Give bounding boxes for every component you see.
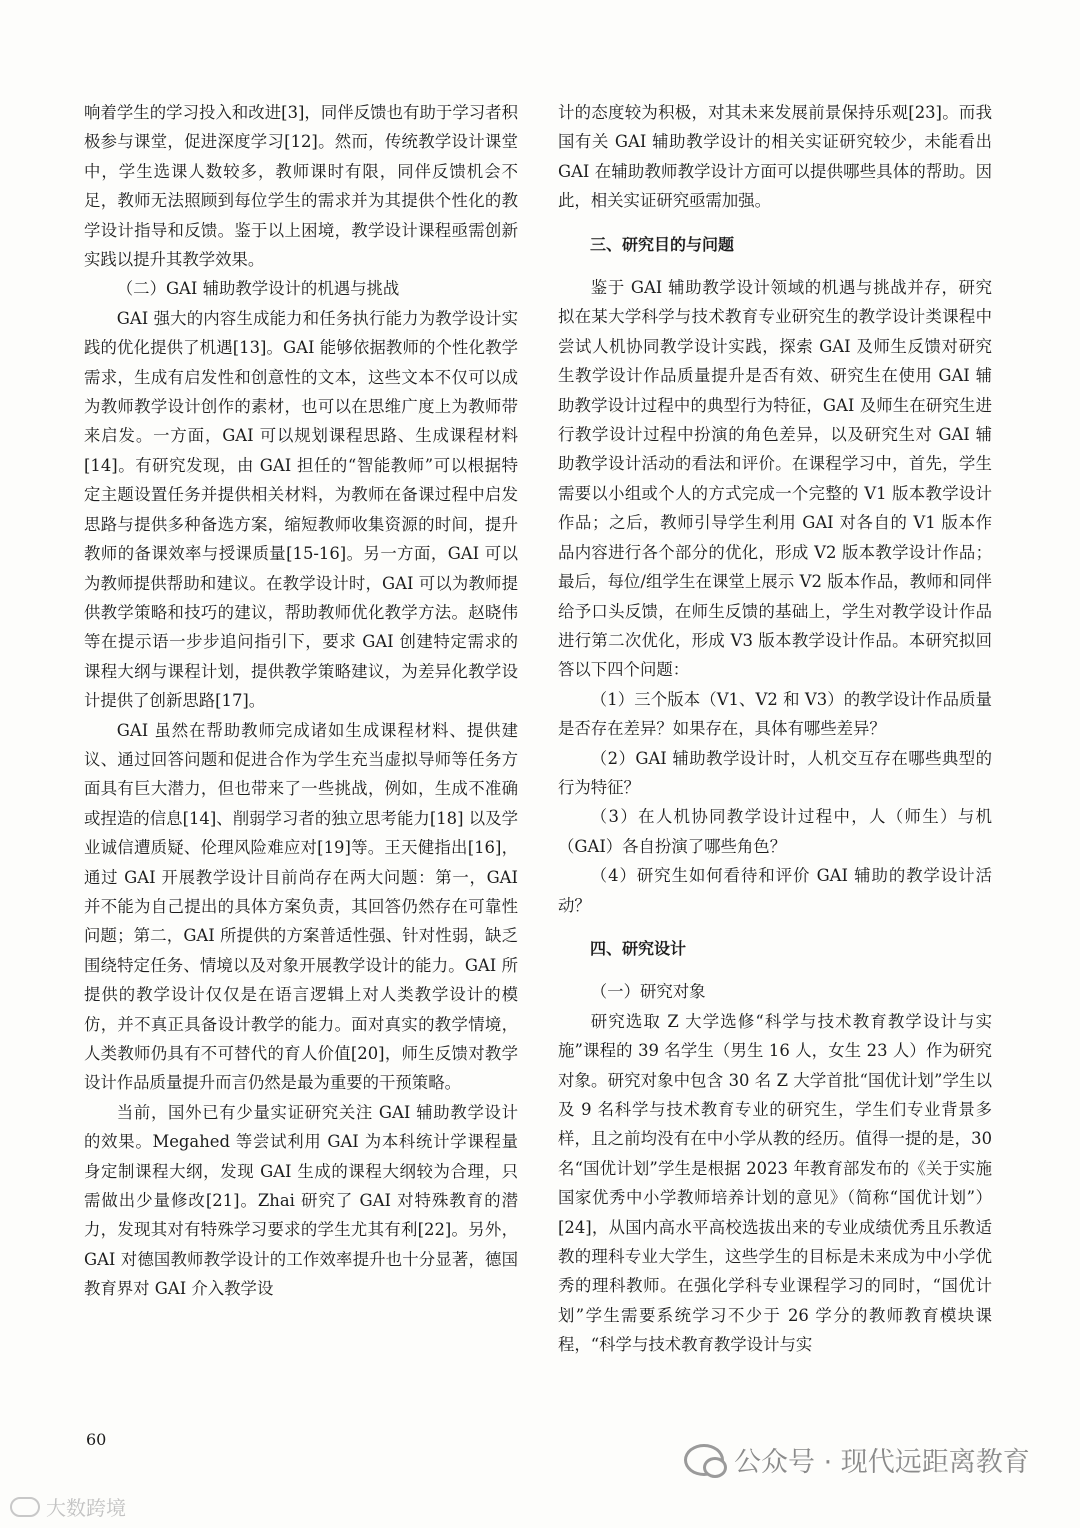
watermark-text: 大数跨境 — [46, 1496, 126, 1520]
question-item: （3）在人机协同教学设计过程中，人（师生）与机（GAI）各自扮演了哪些角色？ — [558, 807, 992, 856]
corner-watermark — [10, 1492, 126, 1521]
watermark-text: 公众号 · 现代远距离教育 — [734, 1447, 1030, 1478]
left-column — [84, 98, 518, 1304]
paragraph: 研究选取 Z 大学选修“科学与技术教育教学设计与实施”课程的 39 名学生（男生 16 人，女生 23 人）作为研究对象。研究对象中包含 30 名 Z 大学首批“国优计划”学生以及 9 名科学与技术教育专业的研究生，学生们专业背景多样，且之前均没有在中小学从教的经历。值得一提的是，30 名“国优计划”学生是根据 2023 年教育部发布的《关于实施国家优秀中小学教师培养计划的意见》（简称“国优计划”）[24]，从国内高水平高校选拔出来的专业成绩优秀且乐教适教的理科专业大学生，这些学生的目标是未来成为中小学优秀的理科教师。在强化学科专业课程学习的同时，“国优计划”学生需要系统学习不少于 26 学分的教师教育模块课程，“科学与技术教育教学设计与实 — [558, 1011, 992, 1355]
question-item: （1）三个版本（V1、V2 和 V3）的教学设计作品质量是否存在差异？如果存在，具体有哪些差异？ — [558, 689, 992, 739]
section-heading: 四、研究设计 — [590, 938, 687, 958]
wechat-watermark — [684, 1440, 1030, 1479]
paragraph: GAI 虽然在帮助教师完成诸如生成课程材料、提供建议、通过回答问题和促进合作为学生充当虚拟导师等任务方面具有巨大潜力，但也带来了一些挑战，例如，生成不准确或捏造的信息[14]、削弱学习者的独立思考能力[18] 以及学业诚信遭质疑、伦理风险难应对[19]等。王天健指出[16]，通过 GAI 开展教学设计目前尚存在两大问题：第一，GAI 并不能为自己提出的具体方案负责，其回答仍然存在可靠性问题；第二，GAI 所提供的方案普适性强、针对性弱，缺乏围绕特定任务、情境以及对象开展教学设计的能力。GAI 所提供的教学设计仅仅是在语言逻辑上对人类教学设计的模仿，并不真正具备设计教学的能力。面对真实的教学情境，人类教师仍具有不可替代的育人价值[20]，师生反馈对教学设计作品质量提升而言仍然是最为重要的干预策略。 — [84, 720, 518, 1093]
paragraph: 响着学生的学习投入和改进[3]，同伴反馈也有助于学习者积极参与课堂，促进深度学习[12]。然而，传统教学设计课堂中，学生选课人数较多，教师课时有限，同伴反馈机会不足，教师无法照顾到每位学生的需求并为其提供个性化的教学设计指导和反馈。鉴于以上困境，教学设计课程亟需创新实践以提升其教学效果。 — [84, 103, 518, 270]
question-item: （2）GAI 辅助教学设计时，人机交互存在哪些典型的行为特征？ — [558, 748, 992, 797]
section-heading: 三、研究目的与问题 — [590, 234, 735, 254]
wechat-icon — [684, 1444, 724, 1476]
brand-icon — [10, 1497, 40, 1517]
question-item: （4）研究生如何看待和评价 GAI 辅助的教学设计活动？ — [558, 866, 992, 915]
paragraph: 当前，国外已有少量实证研究关注 GAI 辅助教学设计的效果。Megahed 等尝试利用 GAI 为本科统计学课程量身定制课程大纲，发现 GAI 生成的课程大纲较为合理，只需做出少量修改[21]。Zhai 研究了 GAI 对特殊教育的潜力，发现其对有特殊学习要求的学生尤其有利[22]。另外，GAI 对德国教师教学设计的工作效率提升也十分显著，德国教育界对 GAI 介入教学设 — [84, 1102, 518, 1299]
right-column — [558, 98, 992, 1360]
subsection-heading: （一）研究对象 — [590, 982, 706, 1002]
page-number: 60 — [86, 1430, 107, 1449]
paragraph: 计的态度较为积极，对其未来发展前景保持乐观[23]。而我国有关 GAI 辅助教学设计的相关实证研究较少，未能看出 GAI 在辅助教师教学设计方面可以提供哪些具体的帮助。因此，相关实证研究亟需加强。 — [558, 103, 992, 211]
paragraph: GAI 强大的内容生成能力和任务执行能力为教学设计实践的优化提供了机遇[13]。GAI 能够依据教师的个性化教学需求，生成有启发性和创意性的文本，这些文本不仅可以成为教师教学设计创作的素材，也可以在思维广度上为教师带来启发。一方面，GAI 可以规划课程思路、生成课程材料[14]。有研究发现，由 GAI 担任的“智能教师”可以根据特定主题设置任务并提供相关材料，为教师在备课过程中启发思路与提供多种备选方案，缩短教师收集资源的时间，提升教师的备课效率与授课质量[15-16]。另一方面，GAI 可以为教师提供帮助和建议。在教学设计时，GAI 可以为教师提供教学策略和技巧的建议，帮助教师优化教学方法。赵晓伟等在提示语一步步追问指引下，要求 GAI 创建特定需求的课程大纲与课程计划，提供教学策略建议，为差异化教学设计提供了创新思路[17]。 — [84, 308, 518, 711]
paragraph: 鉴于 GAI 辅助教学设计领域的机遇与挑战并存，研究拟在某大学科学与技术教育专业研究生的教学设计类课程中尝试人机协同教学设计实践，探索 GAI 及师生反馈对研究生教学设计作品质量提升是否有效、研究生在使用 GAI 辅助教学设计过程中的典型行为特征，GAI 及师生在研究生进行教学设计过程中扮演的角色差异，以及研究生对 GAI 辅助教学设计活动的看法和评价。在课程学习中，首先，学生需要以小组或个人的方式完成一个完整的 V1 版本教学设计作品；之后，教师引导学生利用 GAI 对各自的 V1 版本作品内容进行各个部分的优化，形成 V2 版本教学设计作品；最后，每位/组学生在课堂上展示 V2 版本作品，教师和同伴给予口头反馈，在师生反馈的基础上，学生对教学设计作品进行第二次优化，形成 V3 版本教学设计作品。本研究拟回答以下四个问题： — [558, 278, 992, 680]
subsection-heading: （二）GAI 辅助教学设计的机遇与挑战 — [116, 279, 400, 299]
